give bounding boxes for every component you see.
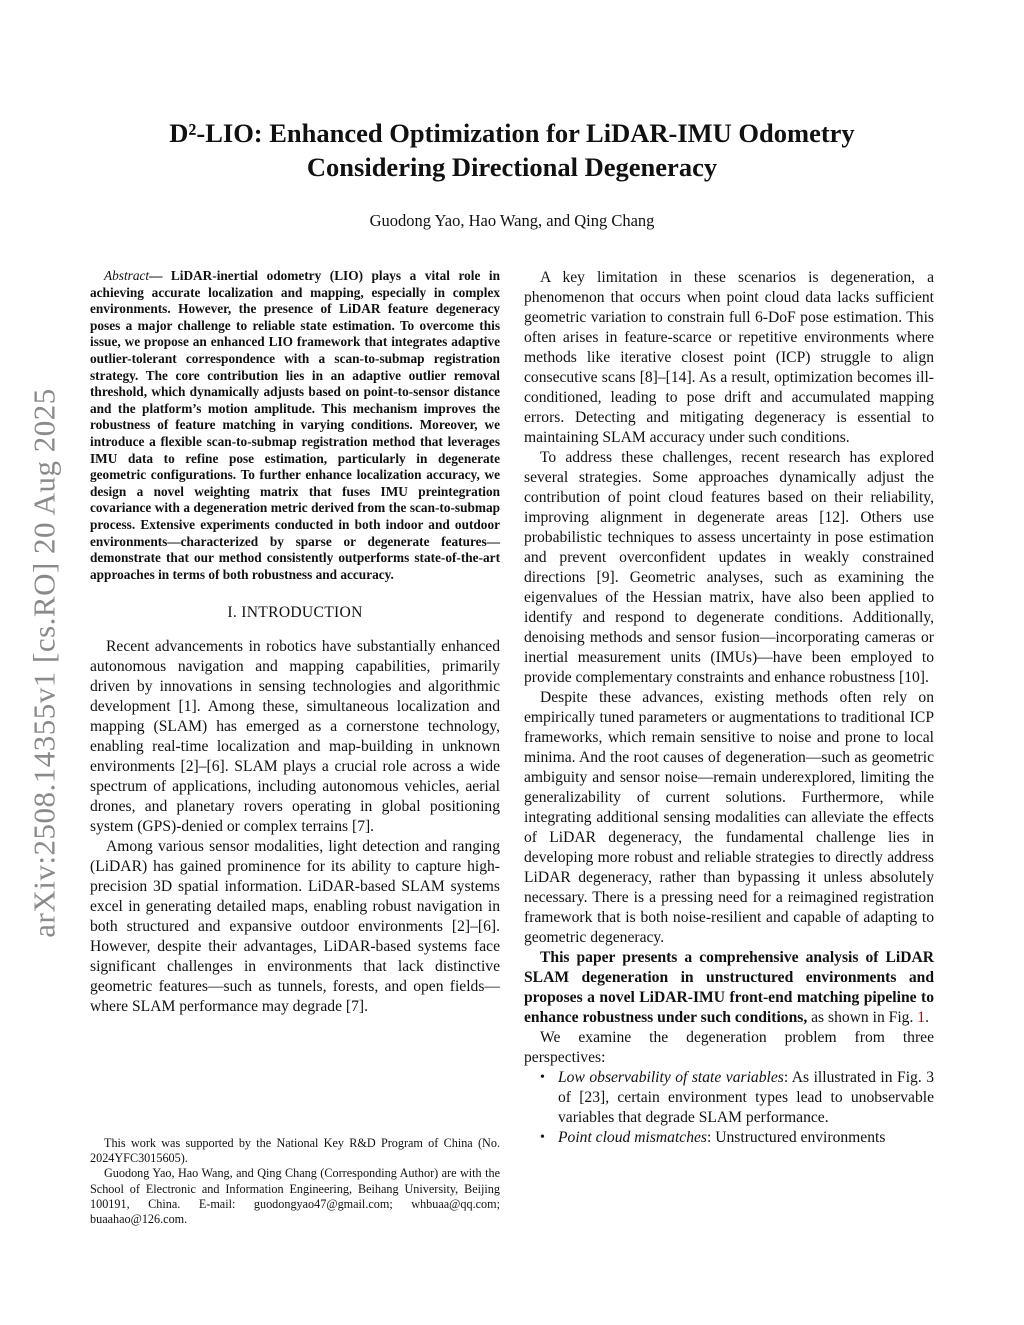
list-item bbox=[524, 1128, 934, 1148]
bullet-text: : As illustrated in Fig. 3 of [23], certain environment types lead to unobservable variables that degrade SLAM performance. bbox=[558, 1069, 935, 1126]
arxiv-identifier-text: arXiv:2508.14355v1 [cs.RO] 20 Aug 2025 bbox=[27, 388, 62, 938]
contribution-tail-suffix: . bbox=[925, 1009, 929, 1026]
intro-paragraph-1: Recent advancements in robotics have substantially enhanced autonomous navigation and mapping capabilities, primarily driven by innovations in sensing technologies and algorithmic development [1]. Among these, simultaneous localization and mapping (SLAM) has emerged as a cornerstone technology, enabling real-time localization and map-building in unknown environments [2]–[6]. SLAM plays a crucial role across a wide spectrum of applications, including autonomous vehicles, aerial drones, and planetary rovers operating in global positioning system (GPS)-denied or complex terrains [7]. bbox=[90, 638, 500, 836]
bullet-text: : Unstructured environments bbox=[707, 1129, 886, 1146]
title-line-1: D²-LIO: Enhanced Optimization for LiDAR-IMU Odometry bbox=[169, 118, 855, 148]
contribution-statement: This paper presents a comprehensive analysis of LiDAR SLAM degeneration in unstructured environments and proposes a novel LiDAR-IMU front-end matching pipeline to enhance robustness under such conditions, bbox=[524, 949, 934, 1026]
abstract-dash: — bbox=[149, 268, 163, 283]
section-heading-introduction: I. INTRODUCTION bbox=[227, 604, 363, 622]
title-line-2: Considering Directional Degeneracy bbox=[306, 152, 718, 182]
left-column bbox=[90, 268, 500, 1017]
footnote-affiliations: Guodong Yao, Hao Wang, and Qing Chang (Corresponding Author) are with the School of Electronic and Information Engineering, Beihang University, Beijing 100191, China. E-mail: guodongyao47@gmail.com; whbuaa@qq.com; buaahao@126.com. bbox=[90, 1166, 500, 1227]
arxiv-identifier-stamp bbox=[5, 368, 85, 958]
list-item bbox=[524, 1068, 934, 1128]
contribution-tail-prefix: as shown in Fig. bbox=[807, 1009, 918, 1026]
intro-paragraph-2: Among various sensor modalities, light detection and ranging (LiDAR) has gained prominence for its ability to capture high-precision 3D spatial information. LiDAR-based SLAM systems excel in generating detailed maps, enabling robust navigation in both structured and expansive outdoor environments [2]–[6]. However, despite their advantages, LiDAR-based systems face significant challenges in environments that lack distinctive geometric features—such as tunnels, forests, and open fields—where SLAM performance may degrade [7]. bbox=[90, 838, 500, 1016]
intro-paragraph-5: Despite these advances, existing methods often rely on empirically tuned parameters or augmentations to traditional ICP frameworks, which remain sensitive to noise and prone to local minima. And the root causes of degeneration—such as geometric ambiguity and sensor noise—remain underexplored, limiting the generalizability of current solutions. Furthermore, while integrating additional sensing modalities can alleviate the effects of LiDAR degeneracy, the fundamental challenge lies in developing more robust and reliable strategies to directly address LiDAR degeneracy, rather than bypassing it unless absolutely necessary. There is a pressing need for a reimagined registration framework that is both noise-resilient and capable of adapting to geometric degeneracy. bbox=[524, 689, 934, 946]
abstract bbox=[90, 268, 500, 583]
figure-1-link[interactable]: 1 bbox=[917, 1009, 926, 1026]
contribution-paragraph bbox=[524, 948, 934, 1028]
bullet-term: Point cloud mismatches bbox=[558, 1129, 707, 1146]
perspectives-intro: We examine the degeneration problem from three perspectives: bbox=[524, 1029, 934, 1066]
abstract-label: Abstract bbox=[104, 268, 150, 283]
bullet-term: Low observability of state variables bbox=[558, 1069, 784, 1086]
paper-title bbox=[90, 116, 934, 184]
abstract-body: LiDAR-inertial odometry (LIO) plays a vital role in achieving accurate localization and mapping, especially in complex environments. However, the presence of LiDAR feature degeneracy poses a major challenge to reliable state estimation. To overcome this issue, we propose an enhanced LIO framework that integrates adaptive outlier-tolerant correspondence with a scan-to-submap registration strategy. The core contribution lies in an adaptive outlier removal threshold, which dynamically adjusts based on point-to-sensor distance and the platform’s motion amplitude. This mechanism improves the robustness of feature matching in varying conditions. Moreover, we introduce a flexible scan-to-submap registration method that leverages IMU data to refine pose estimation, particularly in degenerate geometric configurations. To further enhance localization accuracy, we design a novel weighting matrix that fuses IMU preintegration covariance with a degeneration metric derived from the scan-to-submap process. Extensive experiments conducted in both indoor and outdoor environments—characterized by sparse or degenerate features—demonstrate that our method consistently outperforms state-of-the-art approaches in terms of both robustness and accuracy. bbox=[90, 268, 500, 582]
bullet-icon: • bbox=[540, 1070, 545, 1085]
footnotes bbox=[90, 1136, 500, 1227]
intro-paragraph-3: A key limitation in these scenarios is degeneration, a phenomenon that occurs when point cloud data lacks sufficient geometric variation to constrain full 6-DoF pose estimation. This often arises in feature-scarce or repetitive environments where methods like iterative closest point (ICP) struggle to align consecutive scans [8]–[14]. As a result, optimization becomes ill-conditioned, leading to pose drift and accumulated mapping errors. Detecting and mitigating degeneracy is essential to maintaining SLAM accuracy under such conditions. bbox=[524, 269, 934, 446]
bullet-icon: • bbox=[540, 1130, 545, 1145]
footnote-funding: This work was supported by the National Key R&D Program of China (No. 2024YFC3015605). bbox=[90, 1136, 500, 1166]
right-column bbox=[524, 268, 934, 1148]
perspectives-list bbox=[524, 1068, 934, 1148]
author-list: Guodong Yao, Hao Wang, and Qing Chang bbox=[369, 211, 655, 230]
intro-paragraph-4: To address these challenges, recent research has explored several strategies. Some approaches dynamically adjust the contribution of point cloud features based on their reliability, improving alignment in degenerate areas [12]. Others use probabilistic techniques to assess uncertainty in pose estimation and prevent overconfident updates in weakly constrained directions [9]. Geometric analyses, such as examining the eigenvalues of the Hessian matrix, have also been applied to identify and respond to degenerate conditions. Additionally, denoising methods and sensor fusion—incorporating cameras or inertial measurement units (IMUs)—have been employed to provide complementary constraints and enhance robustness [10]. bbox=[524, 449, 934, 686]
